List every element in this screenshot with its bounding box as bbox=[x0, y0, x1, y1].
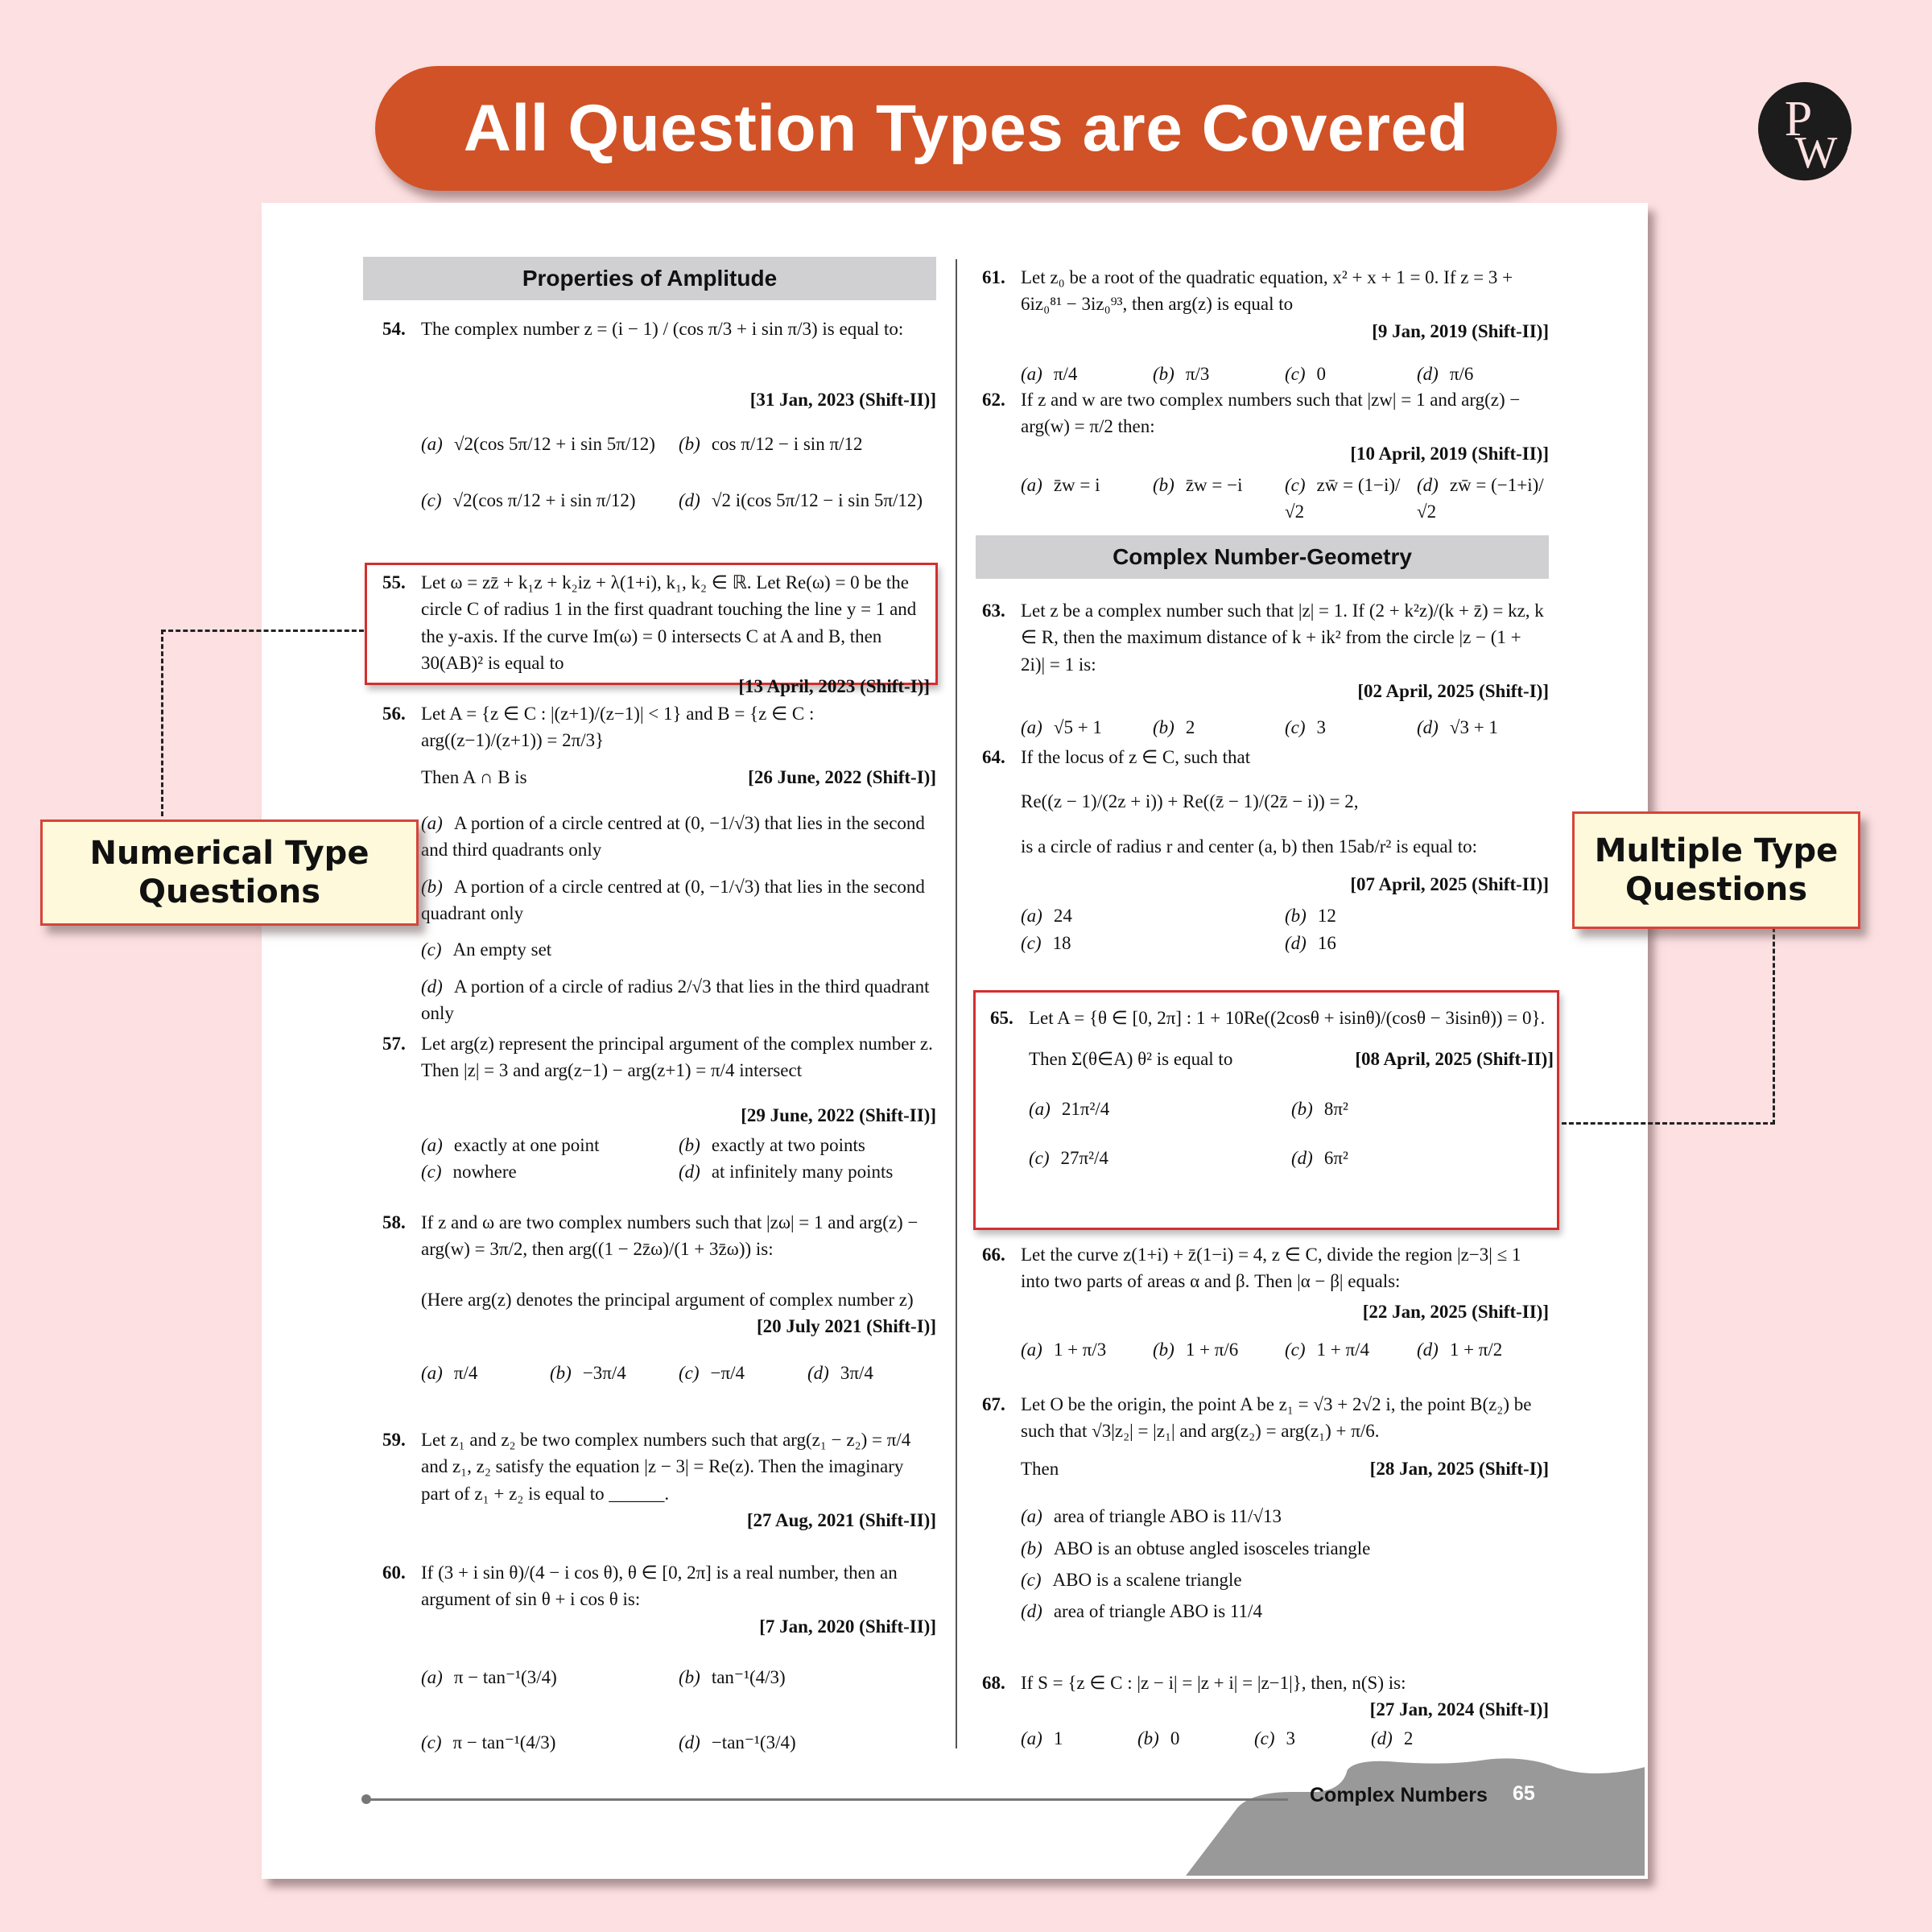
footer-wave-decoration bbox=[1179, 1757, 1648, 1879]
options bbox=[1021, 902, 1549, 956]
option-b[interactable]: (b) A portion of a circle centred at (0, −1/√3) that lies in the second quadrant only bbox=[421, 876, 925, 924]
question-text: If the locus of z ∈ C, such that bbox=[1021, 747, 1251, 767]
option-c[interactable]: (c) 27π²/4 bbox=[1029, 1148, 1108, 1169]
exam-source: [20 July 2021 (Shift-I)] bbox=[757, 1316, 936, 1337]
options bbox=[421, 1360, 936, 1386]
logo-letter-p: P bbox=[1784, 92, 1813, 147]
question-text: Let A = {θ ∈ [0, 2π] : 1 + 10Re((2cosθ + isinθ)/(cosθ − 3isinθ)) = 0}. bbox=[1029, 1008, 1546, 1028]
option-a[interactable]: (a) π − tan⁻¹(3/4) bbox=[421, 1667, 557, 1688]
options bbox=[421, 431, 936, 514]
option-a[interactable]: (a) z̄w = i bbox=[1021, 475, 1100, 496]
option-b[interactable]: (b) 1 + π/6 bbox=[1153, 1340, 1239, 1360]
options bbox=[1021, 1336, 1549, 1363]
option-c[interactable]: (c) √2(cos π/12 + i sin π/12) bbox=[421, 489, 636, 510]
option-d[interactable]: (d) 2 bbox=[1371, 1728, 1414, 1748]
question-number: 65. bbox=[990, 1008, 1013, 1028]
option-d[interactable]: (d) area of triangle ABO is 11/4 bbox=[1021, 1601, 1262, 1622]
option-d[interactable]: (d) −tan⁻¹(3/4) bbox=[679, 1732, 796, 1753]
question-subtext: Then [28 Jan, 2025 (Shift-I)] bbox=[1021, 1455, 1549, 1482]
question-note: (Here arg(z) denotes the principal argument of complex number z) bbox=[421, 1290, 914, 1310]
question-subtext: is a circle of radius r and center (a, b) then 15ab/r² is equal to: bbox=[1021, 836, 1477, 857]
options bbox=[421, 810, 936, 1026]
question-number: 66. bbox=[982, 1245, 1005, 1265]
option-a[interactable]: (a) √2(cos 5π/12 + i sin 5π/12) bbox=[421, 434, 655, 455]
question-number: 55. bbox=[382, 572, 406, 592]
options bbox=[1021, 472, 1549, 526]
option-c[interactable]: (c) 18 bbox=[1021, 932, 1071, 953]
callout-numerical-type bbox=[40, 819, 419, 926]
option-d[interactable]: (d) 3π/4 bbox=[807, 1362, 873, 1383]
option-c[interactable]: (c) zw̄ = (1−i)/√2 bbox=[1285, 475, 1401, 522]
pw-logo-icon bbox=[1748, 71, 1861, 184]
option-c[interactable]: (c) ABO is a scalene triangle bbox=[1021, 1570, 1242, 1591]
question-number: 64. bbox=[982, 747, 1005, 767]
question-63 bbox=[982, 597, 1549, 741]
option-b[interactable]: (b) 8π² bbox=[1291, 1098, 1348, 1119]
question-number: 68. bbox=[982, 1673, 1005, 1693]
question-68 bbox=[982, 1670, 1549, 1752]
exam-source: [28 Jan, 2025 (Shift-I)] bbox=[1369, 1459, 1549, 1479]
section-title: Complex Number-Geometry bbox=[1113, 544, 1412, 569]
exam-source: [9 Jan, 2019 (Shift-II)] bbox=[1372, 320, 1549, 341]
page-number: 65 bbox=[1513, 1782, 1535, 1805]
callout-line-1: Multiple Type bbox=[1594, 832, 1839, 869]
option-b[interactable]: (b) tan⁻¹(4/3) bbox=[679, 1667, 786, 1688]
option-a[interactable]: (a) 24 bbox=[1021, 906, 1072, 927]
callout-line-2: Questions bbox=[138, 873, 320, 910]
option-d[interactable]: (d) 6π² bbox=[1291, 1148, 1348, 1169]
question-text: If (3 + i sin θ)/(4 − i cos θ), θ ∈ [0, 2π] is a real number, then an argument of sin θ + i cos θ is: bbox=[421, 1563, 898, 1610]
option-d[interactable]: (d) √2 i(cos 5π/12 − i sin 5π/12) bbox=[679, 489, 923, 510]
options bbox=[1021, 1725, 1488, 1752]
option-a[interactable]: (a) A portion of a circle centred at (0, −1/√3) that lies in the second and third quadrants only bbox=[421, 813, 925, 861]
option-a[interactable]: (a) 1 bbox=[1021, 1728, 1063, 1748]
options bbox=[1021, 1503, 1549, 1624]
question-number: 62. bbox=[982, 390, 1005, 410]
question-text: Let the curve z(1+i) + z̄(1−i) = 4, z ∈ C, divide the region |z−3| ≤ 1 into two parts of areas α and β. Then |α − β| equals: bbox=[1021, 1245, 1521, 1292]
option-a[interactable]: (a) 1 + π/3 bbox=[1021, 1340, 1107, 1360]
exam-source: [27 Aug, 2021 (Shift-II)] bbox=[746, 1510, 936, 1531]
question-text: If z and ω are two complex numbers such that |zω| = 1 and arg(z) − arg(w) = 3π/2, then arg((1 − 2z̄ω)/(1 + 3z̄ω)) is: bbox=[421, 1212, 919, 1260]
callout-line-1: Numerical Type bbox=[89, 835, 369, 872]
option-d[interactable]: (d) A portion of a circle of radius 2/√3 that lies in the third quadrant only bbox=[421, 976, 930, 1024]
question-58 bbox=[382, 1209, 936, 1386]
option-d[interactable]: (d) 16 bbox=[1285, 932, 1336, 953]
option-d[interactable]: (d) zw̄ = (−1+i)/√2 bbox=[1417, 475, 1544, 522]
option-b[interactable]: (b) π/3 bbox=[1153, 364, 1210, 385]
footer-chapter-title: Complex Numbers bbox=[1310, 1784, 1488, 1806]
question-text: Let ω = zz̄ + k₁z + k₂iz + λ(1+i), k₁, k₂ ∈ ℝ. Let Re(ω) = 0 be the circle C of radius 1 in the first quadrant touching the line y = 1 and the y-axis. If the curve Im(ω) = 0 intersects C at A and B, then 30(AB)² is equal to bbox=[421, 572, 917, 674]
option-b[interactable]: (b) z̄w = −i bbox=[1153, 475, 1243, 496]
option-b[interactable]: (b) −3π/4 bbox=[550, 1362, 626, 1383]
question-subtext: Then Σ(θ∈A) θ² is equal to [08 April, 2025 (Shift-II)] bbox=[1029, 1046, 1554, 1072]
option-a[interactable]: (a) π/4 bbox=[1021, 364, 1078, 385]
question-number: 60. bbox=[382, 1563, 406, 1583]
exam-source: [31 Jan, 2023 (Shift-II)] bbox=[749, 390, 936, 410]
callout-multiple-type bbox=[1572, 811, 1860, 929]
exam-source: [22 Jan, 2025 (Shift-II)] bbox=[1362, 1301, 1549, 1322]
question-number: 58. bbox=[382, 1212, 406, 1232]
option-c[interactable]: (c) 0 bbox=[1285, 364, 1327, 385]
question-number: 63. bbox=[982, 601, 1005, 621]
question-66 bbox=[982, 1241, 1549, 1363]
option-b[interactable]: (b) 12 bbox=[1285, 906, 1336, 927]
question-equation: Re((z − 1)/(2z + i)) + Re((z̄ − 1)/(2z̄ − i)) = 2, bbox=[1021, 791, 1359, 812]
question-59 bbox=[382, 1426, 936, 1534]
question-number: 59. bbox=[382, 1430, 406, 1450]
option-c[interactable]: (c) −π/4 bbox=[679, 1362, 745, 1383]
footer-rule bbox=[366, 1798, 1288, 1801]
banner-title: All Question Types are Covered bbox=[463, 91, 1469, 165]
option-a[interactable]: (a) √5 + 1 bbox=[1021, 717, 1102, 738]
question-number: 56. bbox=[382, 704, 406, 724]
option-a[interactable]: (a) 21π²/4 bbox=[1029, 1098, 1110, 1119]
section-title: Properties of Amplitude bbox=[522, 266, 778, 291]
option-d[interactable]: (d) π/6 bbox=[1417, 364, 1474, 385]
option-c[interactable]: (c) An empty set bbox=[421, 939, 552, 960]
question-56 bbox=[382, 700, 936, 1026]
question-text: If S = {z ∈ C : |z − i| = |z + i| = |z−1|}, then, n(S) is: bbox=[1021, 1673, 1406, 1693]
question-subtext: Then A ∩ B is [26 June, 2022 (Shift-I)] bbox=[421, 764, 936, 791]
exam-source: [27 Jan, 2024 (Shift-I)] bbox=[1369, 1699, 1549, 1720]
logo-letter-w: W bbox=[1794, 128, 1838, 178]
options bbox=[1021, 361, 1549, 387]
options bbox=[421, 1132, 936, 1186]
section-header-amplitude bbox=[363, 257, 936, 300]
exam-source: [29 June, 2022 (Shift-II)] bbox=[741, 1104, 936, 1125]
option-d[interactable]: (d) at infinitely many points bbox=[679, 1162, 894, 1183]
exam-source: [7 Jan, 2020 (Shift-II)] bbox=[759, 1616, 936, 1637]
exam-source: [26 June, 2022 (Shift-I)] bbox=[748, 766, 936, 787]
question-number: 61. bbox=[982, 267, 1005, 287]
option-c[interactable]: (c) 1 + π/4 bbox=[1285, 1340, 1370, 1360]
question-55 bbox=[382, 569, 930, 700]
question-60 bbox=[382, 1559, 936, 1757]
option-b[interactable]: (b) exactly at two points bbox=[679, 1135, 865, 1156]
section-header-geometry bbox=[976, 535, 1549, 579]
question-text: Let O be the origin, the point A be z₁ = √3 + 2√2 i, the point B(z₂) be such that √3|z₂| = |z₁| and arg(z₂) = arg(z₁) + π/6. bbox=[1021, 1394, 1532, 1442]
question-65 bbox=[990, 1005, 1554, 1171]
option-b[interactable]: (b) 0 bbox=[1137, 1728, 1180, 1748]
question-number: 54. bbox=[382, 319, 406, 339]
option-c[interactable]: (c) nowhere bbox=[421, 1162, 517, 1183]
question-text: The complex number z = (i − 1) / (cos π/3 + i sin π/3) is equal to: bbox=[421, 319, 904, 339]
option-b[interactable]: (b) 2 bbox=[1153, 717, 1195, 738]
option-c[interactable]: (c) 3 bbox=[1285, 717, 1327, 738]
question-61 bbox=[982, 264, 1549, 387]
connector-numerical bbox=[161, 630, 364, 816]
textbook-page bbox=[262, 203, 1648, 1879]
options bbox=[421, 1664, 936, 1757]
title-banner bbox=[375, 66, 1557, 191]
exam-source: [07 April, 2025 (Shift-II)] bbox=[1350, 874, 1549, 895]
question-number: 67. bbox=[982, 1394, 1005, 1414]
question-54 bbox=[382, 316, 936, 514]
option-a[interactable]: (a) π/4 bbox=[421, 1362, 478, 1383]
option-b[interactable]: (b) ABO is an obtuse angled isosceles triangle bbox=[1021, 1538, 1371, 1558]
option-b[interactable]: (b) cos π/12 − i sin π/12 bbox=[679, 434, 863, 455]
column-divider bbox=[956, 259, 957, 1748]
question-text: If z and w are two complex numbers such that |zw| = 1 and arg(z) − arg(w) = π/2 then: bbox=[1021, 390, 1521, 437]
question-text: Let z be a complex number such that |z| = 1. If (2 + k²z)/(k + z̄) = kz, k ∈ R, then the maximum distance of k + ik² from the circle |z − (1 + 2i)| = 1 is: bbox=[1021, 601, 1544, 675]
options bbox=[1029, 1096, 1554, 1172]
question-text: Let z₀ be a root of the quadratic equation, x² + x + 1 = 0. If z = 3 + 6iz₀⁸¹ − 3iz₀⁹³, then arg(z) is equal to bbox=[1021, 267, 1513, 315]
connector-multiple bbox=[1562, 927, 1775, 1125]
option-d[interactable]: (d) √3 + 1 bbox=[1417, 717, 1498, 738]
exam-source: [02 April, 2025 (Shift-I)] bbox=[1357, 681, 1549, 702]
question-64 bbox=[982, 744, 1549, 956]
question-57 bbox=[382, 1030, 936, 1186]
option-a[interactable]: (a) area of triangle ABO is 11/√13 bbox=[1021, 1506, 1282, 1527]
options bbox=[1021, 714, 1549, 741]
option-c[interactable]: (c) 3 bbox=[1254, 1728, 1296, 1748]
exam-source: [08 April, 2025 (Shift-II)] bbox=[1355, 1049, 1554, 1070]
question-number: 57. bbox=[382, 1034, 406, 1054]
exam-source: [10 April, 2019 (Shift-II)] bbox=[1350, 443, 1549, 464]
question-67 bbox=[982, 1391, 1549, 1625]
question-text: Let arg(z) represent the principal argument of the complex number z. Then |z| = 3 and arg(z−1) − arg(z+1) = π/4 intersect bbox=[421, 1034, 933, 1081]
question-62 bbox=[982, 386, 1549, 526]
option-a[interactable]: (a) exactly at one point bbox=[421, 1135, 600, 1156]
option-c[interactable]: (c) π − tan⁻¹(4/3) bbox=[421, 1732, 556, 1753]
question-text: Let A = {z ∈ C : |(z+1)/(z−1)| < 1} and B = {z ∈ C : arg((z−1)/(z+1)) = 2π/3} bbox=[421, 704, 815, 751]
exam-source: [13 April, 2023 (Shift-I)] bbox=[738, 676, 930, 697]
option-d[interactable]: (d) 1 + π/2 bbox=[1417, 1340, 1503, 1360]
question-text: Let z₁ and z₂ be two complex numbers such that arg(z₁ − z₂) = π/4 and z₁, z₂ satisfy the equation |z − 3| = Re(z). Then the imaginary part of z₁ + z₂ is equal to ______. bbox=[421, 1430, 911, 1504]
callout-line-2: Questions bbox=[1624, 871, 1807, 908]
